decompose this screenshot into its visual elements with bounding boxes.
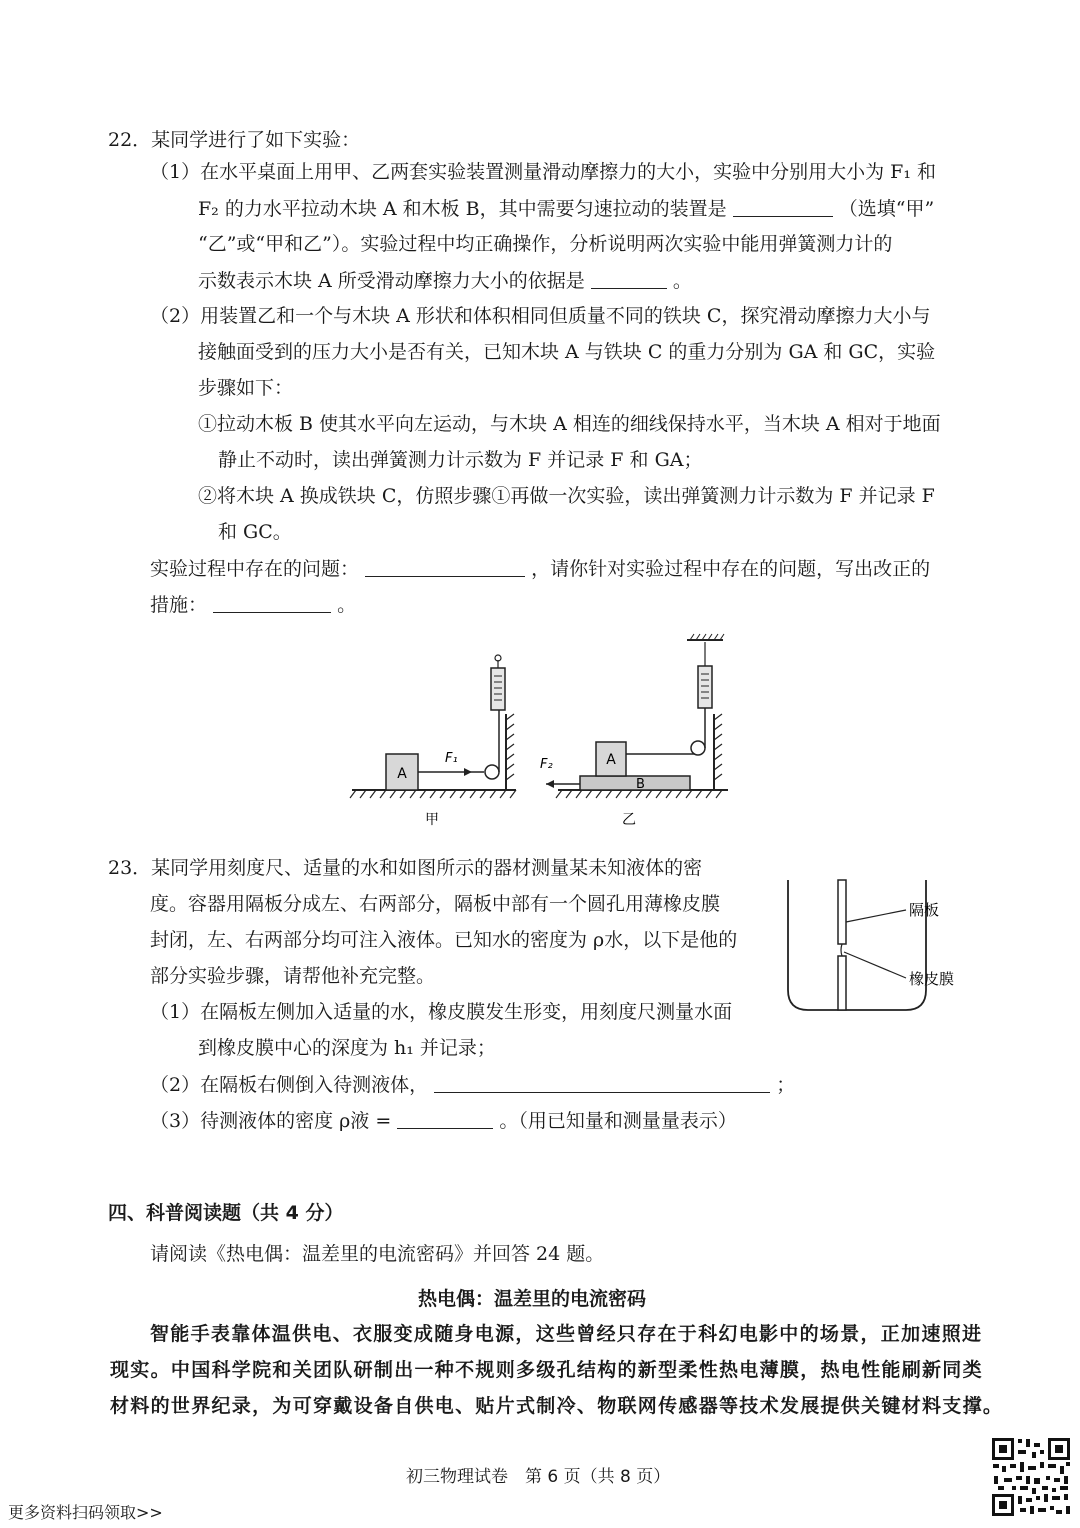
q23-line1: 23．某同学用刻度尺、适量的水和如图所示的器材测量某未知液体的密 (108, 857, 703, 879)
q22-part1-line2-text: F₂ 的力水平拉动木块 A 和木板 B，其中需要匀速拉动的装置是 (198, 198, 727, 220)
pulley-jia (485, 765, 499, 779)
pulley-yi (691, 741, 705, 755)
q23-step2-tail: ； (776, 1074, 796, 1096)
q23-step3-tail: 。（用已知量和测量量表示） (499, 1110, 737, 1132)
article-line3: 材料的世界纪录，为可穿戴设备自供电、贴片式制冷、物联网传感器等技术发展提供关键材料支撑。 (110, 1395, 1004, 1417)
q23-step1-line2: 到橡皮膜中心的深度为 h₁ 并记录； (198, 1037, 496, 1059)
q22-problem-line (150, 556, 930, 581)
answer-blank-fix[interactable] (213, 592, 331, 613)
answer-blank-step2[interactable] (434, 1072, 770, 1093)
answer-blank-basis[interactable] (591, 268, 667, 289)
more-resources-link[interactable]: 更多资料扫码领取>> (8, 1503, 163, 1522)
q22-step2-line1: ②将木块 A 换成铁块 C，仿照步骤①再做一次实验，读出弹簧测力计示数为 F 并记录 F (198, 485, 935, 507)
caption-yi: 乙 (622, 812, 636, 828)
block-a-jia-label: A (397, 766, 407, 782)
q22-figure (340, 630, 740, 830)
caption-jia: 甲 (425, 812, 439, 828)
q22-fix-label: 措施： (150, 594, 208, 616)
q23-step3-line (150, 1108, 737, 1133)
force-f2-label: F₂ (540, 757, 553, 772)
apparatus-jia (350, 655, 516, 828)
q23-line3: 封闭，左、右两部分均可注入液体。已知水的密度为 ρ水，以下是他的 (150, 929, 738, 951)
q22-step1-line1: ①拉动木板 B 使其水平向左运动，与木块 A 相连的细线保持水平，当木块 A 相对于地面 (198, 413, 941, 435)
section4-instruction: 请阅读《热电偶：温差里的电流密码》并回答 24 题。 (150, 1243, 605, 1265)
answer-blank-device[interactable] (733, 196, 833, 217)
q23-step2-text: （2）在隔板右侧倒入待测液体， (150, 1074, 429, 1096)
q22-problem-tail: ，请你针对实验过程中存在的问题，写出改正的 (531, 558, 931, 580)
label-membrane: 橡皮膜 (909, 970, 955, 988)
q23-line4: 部分实验步骤，请帮他补充完整。 (150, 965, 436, 987)
q22-part2-line1: （2）用装置乙和一个与木块 A 形状和体积相同但质量不同的铁块 C，探究滑动摩擦力大小与 (150, 305, 931, 327)
apparatus-yi (540, 634, 728, 828)
q22-part1-line2 (198, 196, 934, 221)
q22-part1-line4 (198, 268, 692, 293)
q22-fix-tail: 。 (337, 594, 357, 616)
qr-code[interactable] (990, 1436, 1072, 1518)
q22-part1-line2-tail: （选填“甲” (838, 198, 935, 220)
q23-step1-line1: （1）在隔板左侧加入适量的水，橡皮膜发生形变，用刻度尺测量水面 (150, 1001, 733, 1023)
q23-figure (782, 872, 982, 1022)
answer-blank-problem[interactable] (365, 556, 525, 577)
article-line1: 智能手表靠体温供电、衣服变成随身电源，这些曾经只存在于科幻电影中的场景，正加速照进 (150, 1323, 983, 1345)
q22-part2-line3: 步骤如下： (198, 377, 294, 399)
q22-fix-line (150, 592, 356, 617)
q23-step2-line (150, 1072, 795, 1097)
article-title: 热电偶：温差里的电流密码 (418, 1288, 647, 1310)
article-line2: 现实。中国科学院和关团队研制出一种不规则多级孔结构的新型柔性热电薄膜，热电性能刷新同类 (110, 1359, 983, 1381)
q22-part1-line4-text: 示数表示木块 A 所受滑动摩擦力大小的依据是 (198, 270, 585, 292)
block-a-yi-label: A (606, 752, 616, 768)
partition-lower (838, 956, 846, 1010)
membrane (841, 944, 842, 956)
force-f1-label: F₁ (445, 751, 458, 766)
page-footer: 初三物理试卷 第 6 页（共 8 页） (406, 1467, 671, 1487)
answer-blank-density[interactable] (397, 1108, 493, 1129)
label-partition: 隔板 (909, 901, 940, 919)
q23-line2: 度。容器用隔板分成左、右两部分，隔板中部有一个圆孔用薄橡皮膜 (150, 893, 721, 915)
q22-part1-line4-tail: 。 (672, 270, 692, 292)
spring-scale-yi (698, 666, 712, 708)
partition-upper (838, 880, 846, 944)
q22-part1-line1: （1）在水平桌面上用甲、乙两套实验装置测量滑动摩擦力的大小，实验中分别用大小为 F₁ 和 (150, 161, 936, 183)
q22-part2-line2: 接触面受到的压力大小是否有关，已知木块 A 与铁块 C 的重力分别为 GA 和 GC，实验 (198, 341, 936, 363)
q22-problem-label: 实验过程中存在的问题： (150, 558, 360, 580)
section4-title: 四、科普阅读题（共 4 分） (108, 1202, 344, 1224)
q22-intro: 22．某同学进行了如下实验： (108, 129, 361, 151)
container (788, 880, 926, 1010)
q22-step2-line2: 和 GC。 (218, 521, 292, 543)
q22-step1-line2: 静止不动时，读出弹簧测力计示数为 F 并记录 F 和 GA； (218, 449, 703, 471)
board-b (580, 776, 690, 790)
q23-step3-text: （3）待测液体的密度 ρ液 = (150, 1110, 392, 1132)
spring-scale-jia (491, 668, 505, 710)
board-b-label: B (636, 777, 645, 792)
q22-part1-line3: “乙”或“甲和乙”）。实验过程中均正确操作，分析说明两次实验中能用弹簧测力计的 (198, 233, 893, 255)
